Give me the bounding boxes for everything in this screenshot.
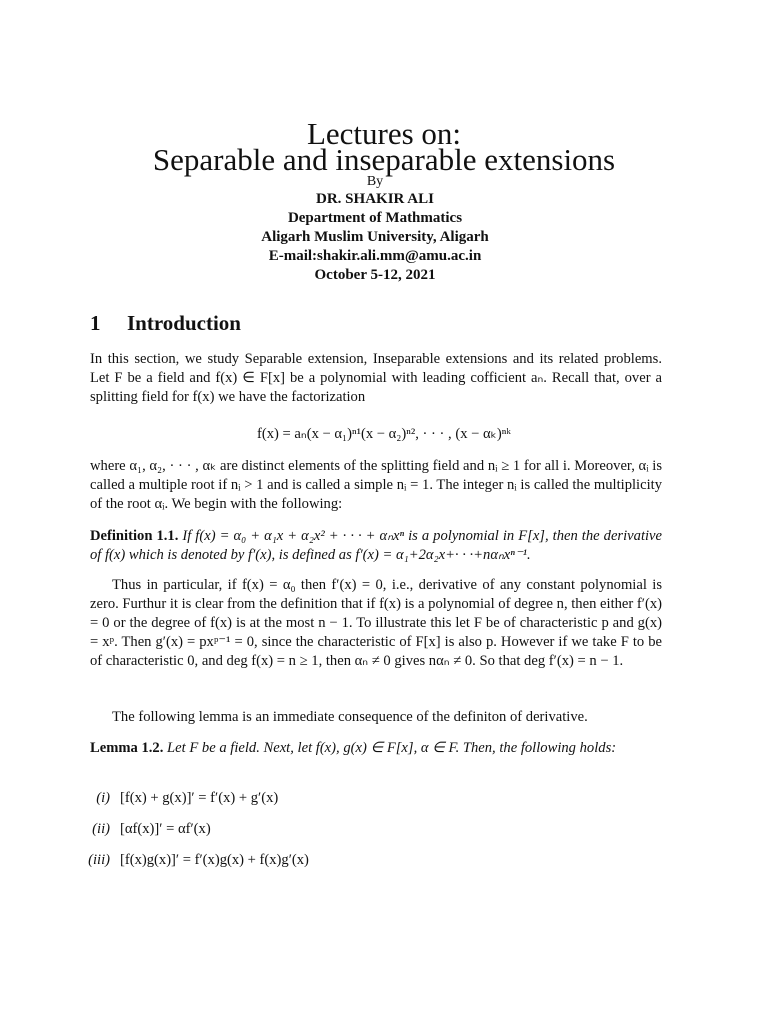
lemma-block xyxy=(90,739,662,758)
lemma-intro-paragraph: The following lemma is an immediate consequence of the definiton of derivative. xyxy=(112,709,588,725)
intro-paragraph: In this section, we study Separable extension, Inseparable extensions and its related problems. Let F be a field and f(x) ∈ F[x] be a polynomial with leading cofficient aₙ. Recall that, over a splitting field for f(x) we have the factorization xyxy=(90,351,662,405)
byline-by: By xyxy=(366,174,384,189)
definition-block xyxy=(90,527,662,565)
lemma-item xyxy=(72,821,211,838)
section-title: Introduction xyxy=(127,311,241,335)
item-roman: (iii) xyxy=(88,852,110,868)
lemma-label: Lemma 1.2. xyxy=(90,740,164,756)
lemma-item xyxy=(72,790,278,807)
item-roman: (ii) xyxy=(92,821,110,837)
lemma-item xyxy=(72,852,309,869)
author-university: Aligarh Muslim University, Aligarh xyxy=(261,229,489,245)
factorization-equation: f(x) = aₙ(x − α₁)ⁿ¹(x − α₂)ⁿ², · · · , (x − αₖ)ⁿᵏ xyxy=(257,426,511,442)
author-name: DR. SHAKIR ALI xyxy=(316,191,434,207)
author-email: E-mail:shakir.ali.mm@amu.ac.in xyxy=(268,248,482,264)
definition-text: If f(x) = α₀ + α₁x + α₂x² + · · · + αₙxⁿ is a polynomial in F[x], then the derivative of f(x) which is denoted by f′(x), is defined as f′(x) = α₁+2α₂x+· · ·+nαₙxⁿ⁻¹. xyxy=(90,528,663,563)
section-heading xyxy=(90,311,241,336)
section-number: 1 xyxy=(90,311,101,335)
lemma-text: Let F be a field. Next, let f(x), g(x) ∈ F[x], α ∈ F. Then, the following holds: xyxy=(167,740,617,756)
item-formula: [f(x) + g(x)]′ = f′(x) + g′(x) xyxy=(120,790,279,806)
title-line-1: Lectures on: xyxy=(306,116,462,151)
derivative-paragraph: Thus in particular, if f(x) = α₀ then f′(x) = 0, i.e., derivative of any constant polynomial is zero. Furthur it is clear from the definition that if f(x) is a polynomial of degree n, then either f′(x) = 0 or the degree of f(x) is at the most n − 1. To illustrate this let F be of characteristic p and g(x) = xᵖ. Then g′(x) = pxᵖ⁻¹ = 0, since the characteristic of F[x] is also p. However if we take F to be of characteristic 0, and deg f(x) = n ≥ 1, then αₙ ≠ 0 gives nαₙ ≠ 0. So that deg f′(x) = n − 1. xyxy=(90,577,662,669)
roots-paragraph: where α₁, α₂, · · · , αₖ are distinct elements of the splitting field and nᵢ ≥ 1 for all i. Moreover, αᵢ is called a multiple root if nᵢ > 1 and is called a simple nᵢ = 1. The integer nᵢ is called the multiplicity of the root αᵢ. We begin with the following: xyxy=(90,458,662,512)
author-department: Department of Mathmatics xyxy=(287,210,463,226)
item-roman: (i) xyxy=(96,790,110,806)
item-formula: [f(x)g(x)]′ = f′(x)g(x) + f(x)g′(x) xyxy=(120,852,309,868)
title-line-2: Separable and inseparable extensions xyxy=(152,142,616,177)
item-formula: [αf(x)]′ = αf′(x) xyxy=(120,821,211,837)
definition-label: Definition 1.1. xyxy=(90,528,179,544)
lecture-date: October 5-12, 2021 xyxy=(314,267,436,283)
